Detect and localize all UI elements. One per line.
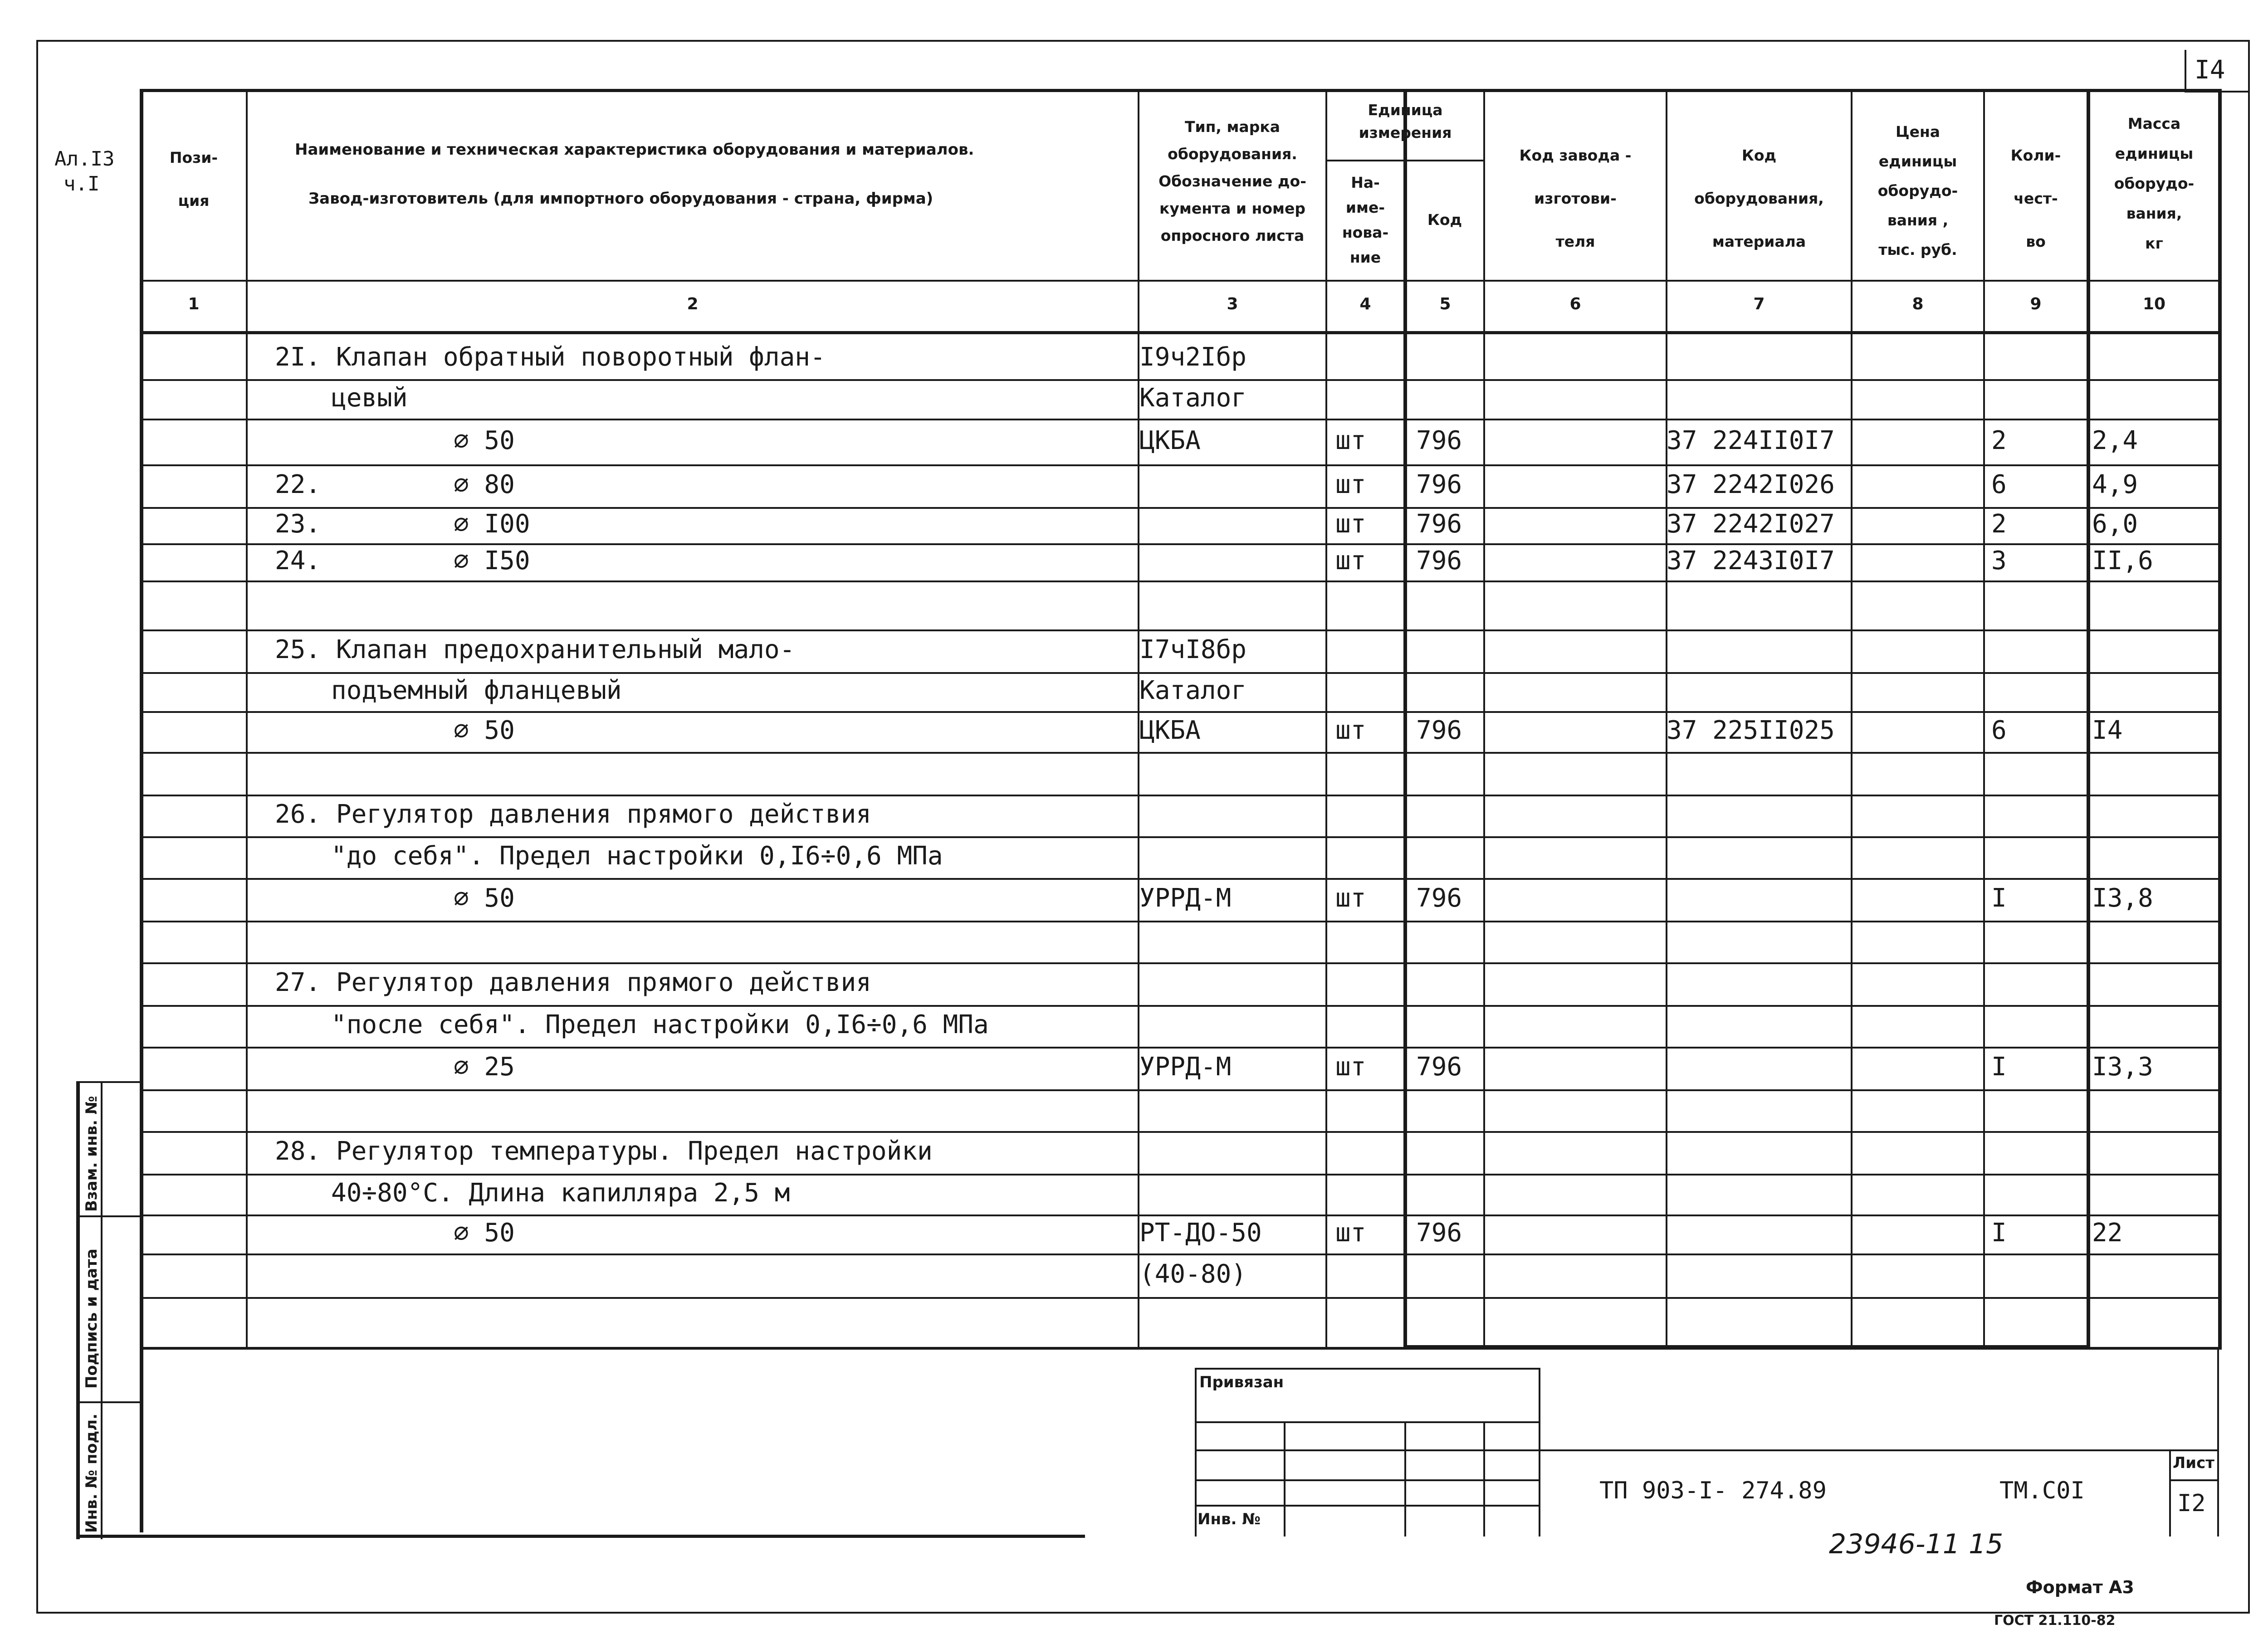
item-unit: шт bbox=[1335, 546, 1366, 576]
gost-label: ГОСТ 21.110-82 bbox=[1994, 1613, 2116, 1629]
item-name: 28. Регулятор температуры. Предел настройки bbox=[275, 1136, 933, 1166]
header-factory-code-1: Код завода - bbox=[1519, 146, 1632, 164]
header-type-2: оборудования. bbox=[1168, 145, 1297, 163]
sheet-label: Лист bbox=[2173, 1454, 2214, 1472]
item-mass: I4 bbox=[2092, 716, 2123, 745]
item-name: 26. Регулятор давления прямого действия bbox=[275, 800, 871, 829]
item-unit-code: 796 bbox=[1416, 1218, 1462, 1248]
item-type: УРРД-М bbox=[1139, 1052, 1232, 1082]
item-unit: шт bbox=[1335, 1218, 1366, 1248]
album-part: ч.I bbox=[64, 172, 100, 195]
column-number: 8 bbox=[1912, 295, 1924, 313]
header-qty-2: чест- bbox=[2014, 190, 2058, 207]
header-unit-name-4: ние bbox=[1349, 249, 1381, 266]
item-equipment-code: 37 2243I0I7 bbox=[1667, 546, 1835, 576]
header-price-2: единицы bbox=[1878, 152, 1957, 170]
column-number: 6 bbox=[1569, 295, 1581, 313]
item-quantity: 6 bbox=[1991, 716, 2007, 745]
item-mass: 2,4 bbox=[2092, 425, 2138, 455]
item-quantity: 6 bbox=[1991, 470, 2007, 499]
item-name: 25. Клапан предохранительный мало- bbox=[275, 635, 795, 664]
side-label-inventory: Инв. № подл. bbox=[83, 1413, 101, 1533]
sheet-number: I2 bbox=[2177, 1490, 2206, 1517]
item-name: ∅ 50 bbox=[454, 425, 515, 455]
item-unit: шт bbox=[1335, 425, 1366, 455]
item-name: 27. Регулятор давления прямого действия bbox=[275, 968, 871, 997]
item-name: ∅ 50 bbox=[454, 883, 515, 913]
item-unit-code: 796 bbox=[1416, 470, 1462, 499]
item-unit-code: 796 bbox=[1416, 425, 1462, 455]
column-number: 7 bbox=[1753, 295, 1765, 313]
item-mass: 4,9 bbox=[2092, 470, 2138, 499]
header-mass-4: вания, bbox=[2126, 205, 2182, 222]
item-type: РТ-ДО-50 bbox=[1139, 1218, 1262, 1248]
side-label-replacement: Взам. инв. № bbox=[83, 1096, 101, 1212]
item-name: ∅ 50 bbox=[454, 1218, 515, 1248]
header-price-4: вания , bbox=[1887, 211, 1949, 229]
header-type-1: Тип, марка bbox=[1185, 118, 1280, 136]
stamp-privyazan: Привязан bbox=[1199, 1373, 1284, 1391]
header-unit-group-1: Единица bbox=[1368, 101, 1443, 119]
item-unit: шт bbox=[1335, 1052, 1366, 1082]
header-factory-code-3: теля bbox=[1555, 233, 1595, 250]
item-unit: шт bbox=[1335, 509, 1366, 539]
header-unit-name-3: нова- bbox=[1342, 224, 1389, 241]
item-unit: шт bbox=[1335, 716, 1366, 745]
column-number: 9 bbox=[2030, 295, 2042, 313]
column-number: 2 bbox=[687, 295, 699, 313]
stamp-inv-no: Инв. № bbox=[1198, 1510, 1261, 1528]
column-number: 3 bbox=[1227, 295, 1238, 313]
header-equip-code-1: Код bbox=[1741, 146, 1777, 164]
item-name: ∅ 25 bbox=[454, 1052, 515, 1082]
item-quantity: 3 bbox=[1991, 546, 2007, 576]
item-unit-code: 796 bbox=[1416, 883, 1462, 913]
item-diameter: ∅ I00 bbox=[454, 509, 530, 539]
header-unit-name-2: име- bbox=[1345, 199, 1385, 216]
header-name-1: Наименование и техническая характеристика оборудования и материалов. bbox=[295, 141, 974, 159]
handwritten-number: 23946-11 15 bbox=[1829, 1528, 2004, 1560]
item-mass: II,6 bbox=[2092, 546, 2153, 576]
header-mass-2: единицы bbox=[2115, 145, 2194, 162]
item-equipment-code: 37 224II0I7 bbox=[1667, 425, 1835, 455]
item-mass: 22 bbox=[2092, 1218, 2123, 1248]
header-unit-name-1: На- bbox=[1351, 174, 1380, 191]
item-type: УРРД-М bbox=[1139, 883, 1232, 913]
item-equipment-code: 37 2242I026 bbox=[1667, 470, 1835, 499]
header-unit-group-2: измерения bbox=[1359, 124, 1452, 141]
header-price-5: тыс. руб. bbox=[1878, 241, 1957, 259]
item-unit: шт bbox=[1335, 883, 1366, 913]
item-equipment-code: 37 2242I027 bbox=[1667, 509, 1835, 539]
header-equip-code-2: оборудования, bbox=[1694, 190, 1824, 207]
header-mass-1: Масса bbox=[2127, 115, 2181, 132]
item-type: ЦКБА bbox=[1139, 716, 1201, 745]
item-unit-code: 796 bbox=[1416, 546, 1462, 576]
column-number: 5 bbox=[1439, 295, 1451, 313]
header-type-5: опросного листа bbox=[1160, 227, 1305, 244]
sheet-number-top: I4 bbox=[2195, 55, 2225, 85]
item-quantity: I bbox=[1991, 883, 2007, 913]
item-quantity: 2 bbox=[1991, 509, 2007, 539]
item-diameter: ∅ 80 bbox=[454, 470, 515, 499]
format-label: Формат А3 bbox=[2026, 1577, 2134, 1597]
item-type: I9ч2Iбр bbox=[1139, 342, 1247, 372]
item-quantity: 2 bbox=[1991, 425, 2007, 455]
header-position-1: Пози- bbox=[169, 149, 218, 166]
item-quantity: I bbox=[1991, 1052, 2007, 1082]
item-mass: I3,3 bbox=[2092, 1052, 2153, 1082]
item-unit-code: 796 bbox=[1416, 509, 1462, 539]
item-unit: шт bbox=[1335, 470, 1366, 499]
item-diameter: ∅ I50 bbox=[454, 546, 530, 576]
item-name: ∅ 50 bbox=[454, 716, 515, 745]
item-name: цевый bbox=[331, 383, 408, 413]
item-name: "до себя". Предел настройки 0,I6÷0,6 МПа bbox=[331, 841, 943, 871]
header-type-4: кумента и номер bbox=[1159, 200, 1305, 217]
header-equip-code-3: материала bbox=[1712, 233, 1806, 250]
side-label-signature: Подпись и дата bbox=[83, 1249, 101, 1389]
header-factory-code-2: изготови- bbox=[1534, 190, 1617, 207]
header-mass-5: кг bbox=[2145, 234, 2163, 252]
item-name: 40÷80°С. Длина капилляра 2,5 м bbox=[331, 1178, 790, 1208]
item-quantity: I bbox=[1991, 1218, 2007, 1248]
header-qty-1: Коли- bbox=[2010, 146, 2061, 164]
header-price-1: Цена bbox=[1895, 123, 1941, 141]
item-type: Каталог bbox=[1139, 383, 1247, 413]
item-mass: 6,0 bbox=[2092, 509, 2138, 539]
header-qty-3: во bbox=[2026, 233, 2046, 250]
column-number: 1 bbox=[188, 295, 200, 313]
item-name: 2I. Клапан обратный поворотный флан- bbox=[275, 342, 826, 372]
doc-mark: ТМ.С0I bbox=[1999, 1477, 2085, 1504]
album-mark: Ал.I3 bbox=[54, 147, 115, 171]
column-number: 10 bbox=[2142, 295, 2166, 313]
header-unit-code: Код bbox=[1427, 211, 1462, 229]
item-unit-code: 796 bbox=[1416, 1052, 1462, 1082]
item-mass: I3,8 bbox=[2092, 883, 2153, 913]
item-name: 22. bbox=[275, 470, 321, 499]
item-unit-code: 796 bbox=[1416, 716, 1462, 745]
column-number: 4 bbox=[1359, 295, 1371, 313]
item-name: "после себя". Предел настройки 0,I6÷0,6 МПа bbox=[331, 1010, 989, 1039]
item-equipment-code: 37 225II025 bbox=[1667, 716, 1835, 745]
item-name: подъемный фланцевый bbox=[331, 676, 622, 705]
header-position-2: ция bbox=[178, 192, 210, 210]
header-type-3: Обозначение до- bbox=[1158, 172, 1306, 190]
item-type: (40-80) bbox=[1139, 1259, 1247, 1289]
item-name: 23. bbox=[275, 509, 321, 539]
item-type: I7чI8бр bbox=[1139, 635, 1247, 664]
doc-code: ТП 903-I- 274.89 bbox=[1599, 1477, 1827, 1504]
item-name: 24. bbox=[275, 546, 321, 576]
item-type: Каталог bbox=[1139, 676, 1247, 705]
header-name-2: Завод-изготовитель (для импортного оборудования - страна, фирма) bbox=[308, 190, 934, 208]
header-mass-3: оборудо- bbox=[2114, 175, 2195, 192]
header-price-3: оборудо- bbox=[1877, 182, 1958, 200]
item-type: ЦКБА bbox=[1139, 425, 1201, 455]
